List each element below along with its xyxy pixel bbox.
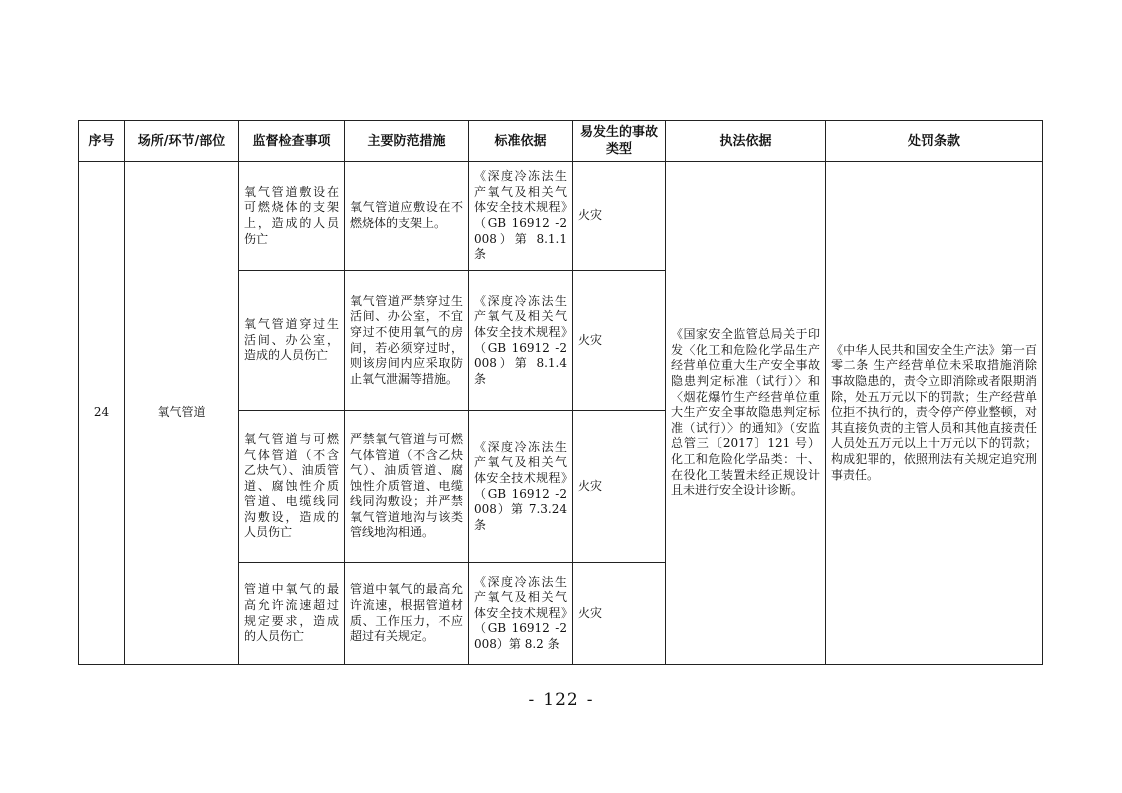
inspection-item: 氧气管道敷设在可燃烧体的支架上，造成的人员伤亡 (239, 162, 345, 271)
header-inspection-item: 监督检查事项 (239, 121, 345, 162)
standard-basis: 《深度冷冻法生产氧气及相关气体安全技术规程》（GB 16912 -2008）第 8.2 条 (469, 563, 573, 665)
accident-type: 火灾 (573, 162, 666, 271)
serial-number: 24 (79, 162, 125, 665)
page-dash-right: - (586, 690, 594, 710)
prevention-measure: 氧气管道应敷设在不燃烧体的支架上。 (345, 162, 469, 271)
inspection-item: 氧气管道穿过生活间、办公室，造成的人员伤亡 (239, 271, 345, 411)
header-standard: 标准依据 (469, 121, 573, 162)
standard-basis: 《深度冷冻法生产氧气及相关气体安全技术规程》（GB 16912 -2008）第 8.1.4 条 (469, 271, 573, 411)
header-penalty: 处罚条款 (826, 121, 1043, 162)
standard-basis: 《深度冷冻法生产氧气及相关气体安全技术规程》（GB 16912 -2008）第 8.1.1 条 (469, 162, 573, 271)
regulation-table (78, 120, 1043, 665)
inspection-item: 管道中氧气的最高允许流速超过规定要求，造成的人员伤亡 (239, 563, 345, 665)
page-footer (0, 690, 1122, 710)
accident-type: 火灾 (573, 563, 666, 665)
location-cell: 氧气管道 (125, 162, 239, 665)
prevention-measure: 氧气管道严禁穿过生活间、办公室，不宜穿过不使用氧气的房间，若必须穿过时，则该房间内应采取防止氧气泄漏等措施。 (345, 271, 469, 411)
page-dash-left: - (528, 690, 536, 710)
inspection-item: 氧气管道与可燃气体管道（不含乙炔气）、油质管道、腐蚀性介质管道、电缆线同沟敷设，造成的人员伤亡 (239, 411, 345, 563)
table-header-row (79, 121, 1043, 162)
law-basis: 《国家安全监管总局关于印发〈化工和危险化学品生产经营单位重大生产安全事故隐患判定标准（试行）〉和〈烟花爆竹生产经营单位重大生产安全事故隐患判定标准（试行）〉的通知》（安监总管三〔2017〕121 号）化工和危险化学品类：十、在役化工装置未经正规设计且未进行安全设计诊断。 (666, 162, 826, 665)
standard-basis: 《深度冷冻法生产氧气及相关气体安全技术规程》（GB 16912 -2008）第 7.3.24 条 (469, 411, 573, 563)
header-measures: 主要防范措施 (345, 121, 469, 162)
table-row (79, 162, 1043, 271)
accident-type: 火灾 (573, 411, 666, 563)
penalty-clause: 《中华人民共和国安全生产法》第一百零二条 生产经营单位未采取措施消除事故隐患的，责令立即消除或者限期消除，处五万元以下的罚款；生产经营单位拒不执行的，责令停产停业整顿，对其直接负责的主管人员和其他直接责任人员处五万元以上十万元以下的罚款；构成犯罪的，依照刑法有关规定追究刑事责任。 (826, 162, 1043, 665)
header-location: 场所/环节/部位 (125, 121, 239, 162)
header-law-basis: 执法依据 (666, 121, 826, 162)
page-number: 122 (543, 690, 579, 710)
header-accident-type: 易发生的事故类型 (573, 121, 666, 162)
prevention-measure: 管道中氧气的最高允许流速，根据管道材质、工作压力，不应超过有关规定。 (345, 563, 469, 665)
accident-type: 火灾 (573, 271, 666, 411)
header-serial: 序号 (79, 121, 125, 162)
prevention-measure: 严禁氧气管道与可燃气体管道（不含乙炔气）、油质管道、腐蚀性介质管道、电缆线同沟敷设；并严禁氧气管道地沟与该类管线地沟相通。 (345, 411, 469, 563)
